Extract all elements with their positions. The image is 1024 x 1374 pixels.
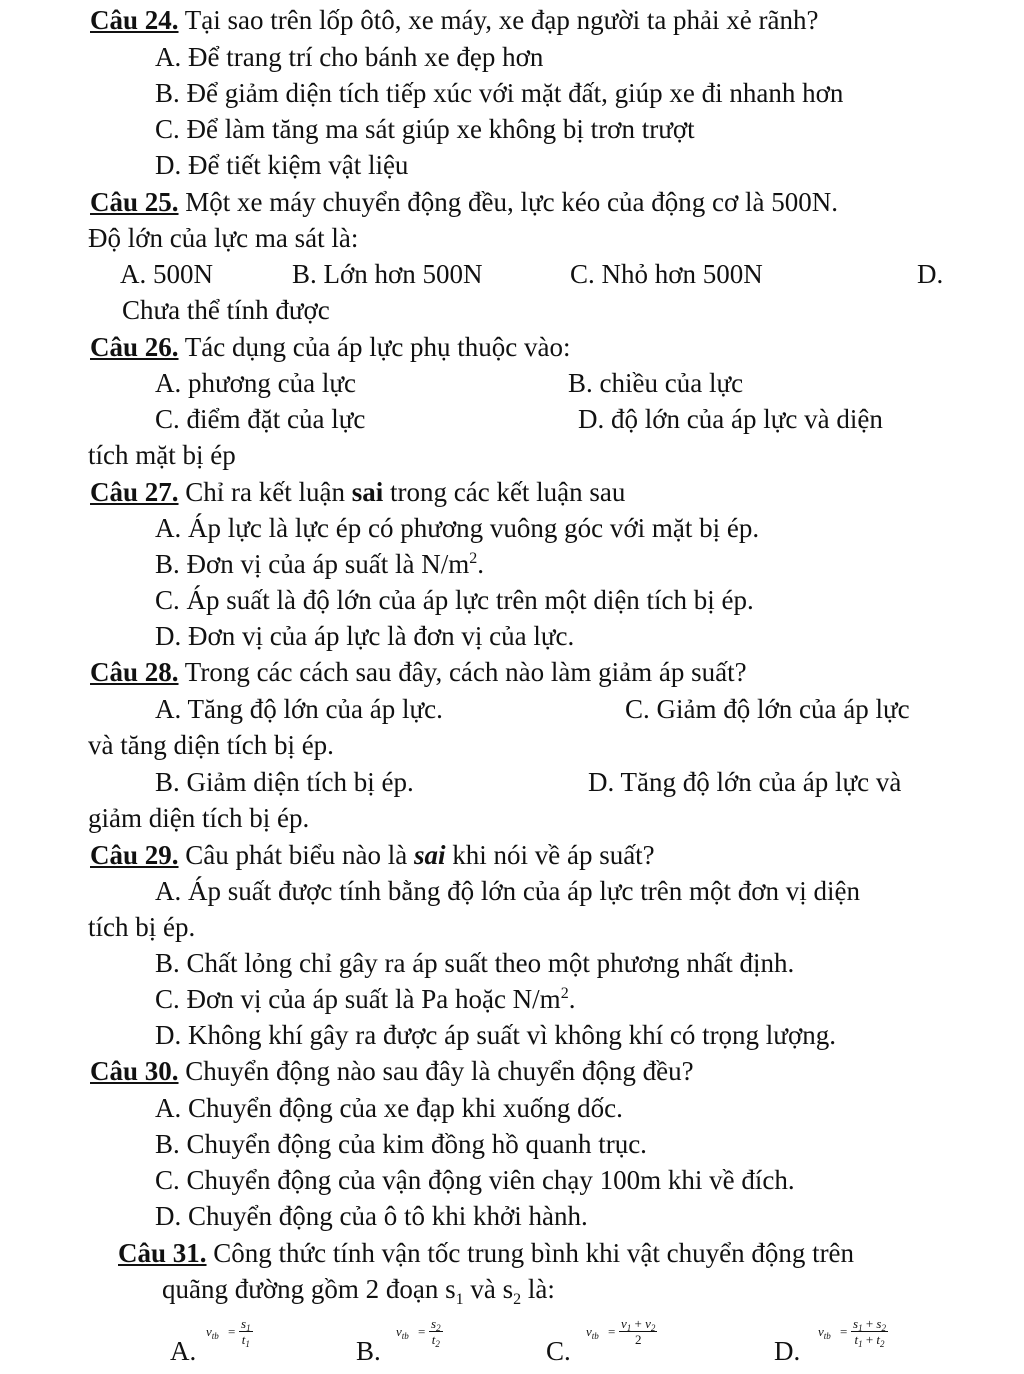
question-28-option-c: C. Giảm độ lớn của áp lực [625, 694, 910, 724]
question-29-option-c-text: C. Đơn vị của áp suất là Pa hoặc N/m [155, 984, 561, 1014]
question-29-option-c [155, 982, 575, 1016]
question-31-option-a-label: A. [170, 1336, 197, 1366]
question-29-text-pre: Câu phát biểu nào là [178, 840, 414, 870]
formula-fraction: $\frac{s_1 + s_2}{t_1 + t_2}$ [853, 1316, 886, 1349]
question-30-option-a: A. Chuyển động của xe đạp khi xuống dốc. [155, 1093, 623, 1123]
question-24-text: Tại sao trên lốp ôtô, xe máy, xe đạp người ta phải xẻ rãnh? [178, 5, 819, 35]
question-27-option-b-text: B. Đơn vị của áp suất là N/m [155, 549, 470, 579]
question-31-text-line2 [162, 1272, 555, 1306]
question-26-option-d-cont: tích mặt bị ép [88, 440, 236, 470]
question-30-option-b: B. Chuyển động của kim đồng hồ quanh trục. [155, 1129, 647, 1159]
question-26-label: Câu 26. [90, 332, 179, 362]
question-24-option-b: B. Để giảm diện tích tiếp xúc với mặt đất, giúp xe đi nhanh hơn [155, 78, 844, 108]
question-25-text-line2: Độ lớn của lực ma sát là: [88, 223, 359, 253]
question-24-option-d: D. Để tiết kiệm vật liệu [155, 150, 409, 180]
question-31-text-line2-start: quãng đường gồm 2 đoạn s [162, 1274, 456, 1304]
question-30-label: Câu 30. [90, 1056, 179, 1086]
question-29-option-c-period: . [568, 984, 576, 1014]
question-27-text-emphasis: sai [351, 477, 384, 507]
formula-lhs: $v_{tb}$ [818, 1324, 831, 1341]
question-30-option-c: C. Chuyển động của vận động viên chạy 100m khi về đích. [155, 1165, 795, 1195]
question-30-option-d: D. Chuyển động của ô tô khi khởi hành. [155, 1201, 588, 1231]
question-31-text: Công thức tính vận tốc trung bình khi vật chuyển động trên [206, 1238, 855, 1268]
question-28-options-row-2 [0, 765, 1024, 799]
question-27-label: Câu 27. [90, 477, 179, 507]
question-25-stem [90, 185, 838, 219]
question-28-text: Trong các cách sau đây, cách nào làm giảm áp suất? [178, 657, 747, 687]
question-31-stem [118, 1236, 854, 1270]
question-25-text: Một xe máy chuyển động đều, lực kéo của động cơ là 500N. [178, 187, 839, 217]
question-28-stem [90, 655, 747, 689]
question-29-option-b: B. Chất lỏng chỉ gây ra áp suất theo một phương nhất định. [155, 948, 795, 978]
question-26-options-row-2 [0, 402, 1024, 436]
question-25-option-a: A. 500N [120, 259, 213, 289]
question-29-stem [90, 838, 655, 872]
question-28-option-d: D. Tăng độ lớn của áp lực và [588, 767, 902, 797]
question-29-label: Câu 29. [90, 840, 179, 870]
question-29-option-a: A. Áp suất được tính bằng độ lớn của áp lực trên một đơn vị diện [155, 876, 860, 906]
formula-fraction: $\frac{s_1}{t_1}$ [241, 1316, 251, 1349]
question-26-option-a: A. phương của lực [155, 368, 356, 398]
question-31-option-b-label: B. [356, 1336, 381, 1366]
question-25-options-row [0, 257, 1024, 291]
question-26-stem [90, 330, 571, 364]
formula-lhs: $v_{tb}$ [586, 1324, 599, 1341]
question-30-text: Chuyển động nào sau đây là chuyển động đều? [178, 1056, 694, 1086]
question-28-option-d-cont: giảm diện tích bị ép. [88, 803, 310, 833]
question-27-text-post: trong các kết luận sau [383, 477, 626, 507]
question-25-option-d: D. [917, 259, 944, 289]
question-24-label: Câu 24. [90, 5, 179, 35]
question-24-option-a: A. Để trang trí cho bánh xe đẹp hơn [155, 42, 544, 72]
question-29-option-d: D. Không khí gây ra được áp suất vì không khí có trọng lượng. [155, 1020, 836, 1050]
question-26-option-d: D. độ lớn của áp lực và diện [578, 404, 883, 434]
question-28-option-c-cont: và tăng diện tích bị ép. [88, 730, 334, 760]
question-28-option-b: B. Giảm diện tích bị ép. [155, 767, 414, 797]
question-27-option-a: A. Áp lực là lực ép có phương vuông góc với mặt bị ép. [155, 513, 760, 543]
question-24-stem [90, 3, 819, 37]
question-28-option-a: A. Tăng độ lớn của áp lực. [155, 694, 443, 724]
formula-equals: = [840, 1324, 848, 1339]
question-27-option-c: C. Áp suất là độ lớn của áp lực trên một diện tích bị ép. [155, 585, 754, 615]
question-30-stem [90, 1054, 694, 1088]
question-29-option-a-cont: tích bị ép. [88, 912, 196, 942]
question-26-option-c: C. điểm đặt của lực [155, 404, 366, 434]
question-28-options-row-1 [0, 692, 1024, 726]
question-29-text-emphasis: sai [413, 840, 446, 870]
question-29-text-post: khi nói về áp suất? [445, 840, 655, 870]
question-25-label: Câu 25. [90, 187, 179, 217]
formula-equals: = [228, 1324, 236, 1339]
question-26-options-row-1 [0, 366, 1024, 400]
question-24-option-c: C. Để làm tăng ma sát giúp xe không bị trơn trượt [155, 114, 695, 144]
formula-fraction: $\frac{s_2}{t_2}$ [431, 1316, 441, 1349]
question-27-option-d: D. Đơn vị của áp lực là đơn vị của lực. [155, 621, 575, 651]
question-27-option-b-period: . [477, 549, 484, 579]
question-29-option-c-exponent: 2 [560, 985, 569, 1002]
formula-lhs: $v_{tb}$ [206, 1324, 219, 1341]
question-31-text-line2-end: là: [521, 1274, 555, 1304]
question-27-option-b-exponent: 2 [469, 550, 478, 567]
formula-equals: = [418, 1324, 426, 1339]
question-26-text: Tác dụng của áp lực phụ thuộc vào: [178, 332, 571, 362]
question-27-text-pre: Chỉ ra kết luận [178, 477, 352, 507]
question-31-option-d-label: D. [774, 1336, 801, 1366]
question-31-option-c-label: C. [546, 1336, 571, 1366]
formula-lhs: $v_{tb}$ [396, 1324, 409, 1341]
formula-fraction: $\frac{v_1 + v_2}{2}$ [621, 1316, 656, 1347]
question-27-stem [90, 475, 625, 509]
question-27-option-b [155, 547, 484, 581]
question-25-option-c: C. Nhỏ hơn 500N [570, 259, 763, 289]
question-28-label: Câu 28. [90, 657, 179, 687]
question-25-option-b: B. Lớn hơn 500N [292, 259, 483, 289]
question-31-s1-subscript: 1 [455, 1291, 464, 1308]
formula-equals: = [608, 1324, 616, 1339]
question-31-label: Câu 31. [118, 1238, 207, 1268]
question-31-text-line2-mid: và s [463, 1274, 514, 1304]
question-26-option-b: B. chiều của lực [568, 368, 744, 398]
question-31-s2-subscript: 2 [513, 1291, 522, 1308]
question-25-option-d-cont: Chưa thể tính được [122, 295, 330, 325]
